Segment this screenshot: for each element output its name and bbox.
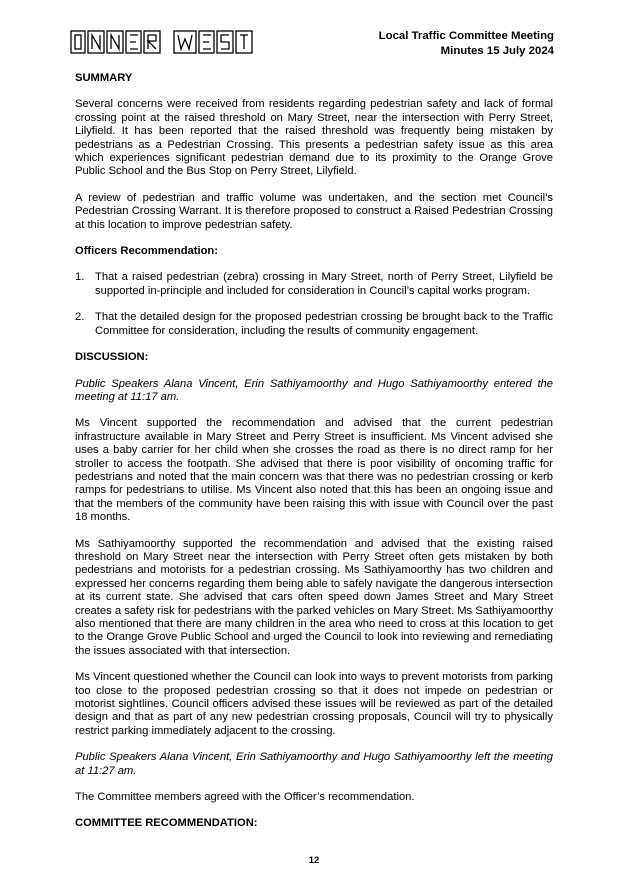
- document-body: [75, 72, 553, 844]
- list-item: [75, 271, 553, 298]
- discussion-paragraph-vincent: Ms Vincent supported the recommendation and advised that the current pedestrian infrastructure available in Mary Street and Perry Street is insufficient. Ms Vincent advised she uses a baby carrier for her child when she crosses the road as there is no direct ramp for her stroller to access the footpath. She advised that there is poor visibility of oncoming traffic for pedestrians and noted that the main concern was that there was no pedestrian crossing or kerb ramps for pedestrians to utilise. Ms Vincent also noted that this has been an ongoing issue and that the members of the community have been raising this with issue with Council over the past 18 months.: [75, 417, 553, 524]
- meeting-title: Local Traffic Committee Meeting: [378, 30, 554, 42]
- list-item-number: 2.: [75, 311, 85, 324]
- minutes-date: Minutes 15 July 2024: [440, 44, 554, 57]
- list-item-number: 1.: [75, 271, 85, 284]
- inner-west-logo: [70, 28, 272, 56]
- recommendation-list: [75, 271, 553, 338]
- discussion-heading: DISCUSSION:: [75, 351, 149, 364]
- discussion-paragraph-parking: Ms Vincent questioned whether the Council can look into ways to prevent motorists from parking too close to the proposed pedestrian crossing so that it does not impede on pedestrian or motorist sightlines. Council officers advised these issues will be reviewed as part of the detailed design and that as part of any new pedestrian crossing proposals, Council will try to physically restrict parking immediately adjacent to the crossing.: [75, 671, 553, 737]
- speakers-entered-note: Public Speakers Alana Vincent, Erin Sathiyamoorthy and Hugo Sathiyamoorthy entered the meeting at 11:17 am.: [75, 377, 553, 403]
- page-header: [379, 29, 554, 58]
- list-item-text: That a raised pedestrian (zebra) crossing in Mary Street, north of Perry Street, Lilyfield be supported in-principle and included for consideration in Council’s capital works program.: [95, 271, 553, 297]
- summary-paragraph-2: A review of pedestrian and traffic volume was undertaken, and the section met Council’s Pedestrian Crossing Warrant. It is therefore proposed to construct a Raised Pedestrian Crossing at this location to improve pedestrian safety.: [75, 191, 553, 231]
- list-item: [75, 311, 553, 338]
- committee-recommendation-heading: COMMITTEE RECOMMENDATION:: [75, 817, 258, 830]
- list-item-text: That the detailed design for the proposed pedestrian crossing be brought back to the Traffic Committee for consideration, including the results of community engagement.: [95, 311, 553, 337]
- committee-agreement: The Committee members agreed with the Officer’s recommendation.: [75, 791, 415, 804]
- summary-heading: SUMMARY: [75, 72, 133, 84]
- officers-recommendation-heading: Officers Recommendation:: [75, 245, 218, 258]
- speakers-left-note: Public Speakers Alana Vincent, Erin Sathiyamoorthy and Hugo Sathiyamoorthy left the meeting at 11:27 am.: [75, 751, 553, 777]
- summary-paragraph-1: Several concerns were received from residents regarding pedestrian safety and lack of formal crossing point at the raised threshold on Mary Street, near the intersection with Perry Street, Lilyfield. It has been reported that the raised threshold was frequently being mistaken by pedestrians as a Pedestrian Crossing. This presents a pedestrian safety issue as this area which experiences significant pedestrian demand due to its proximity to the Orange Grove Public School and the Bus Stop on Perry Street, Lilyfield.: [75, 98, 553, 178]
- discussion-paragraph-sathiyamoorthy: Ms Sathiyamoorthy supported the recommendation and advised that the existing raised threshold on Mary Street near the intersection with Perry Street often gets mistaken by both pedestrians and motorists for a pedestrian crossing. Ms Sathiyamoorthy has two children and expressed her concerns regarding them being able to safely navigate the dangerous intersection at its current state. She advised that cars often speed down James Street and Mary Street creates a safety risk for pedestrians with the parked vehicles on Mary Street. Ms Sathiyamoorthy also mentioned that there are many children in the area who need to cross at this location to get to the Orange Grove Public School and urged the Council to look into reviewing and remediating the issues associated with that intersection.: [75, 537, 553, 657]
- page-number: 12: [308, 855, 320, 866]
